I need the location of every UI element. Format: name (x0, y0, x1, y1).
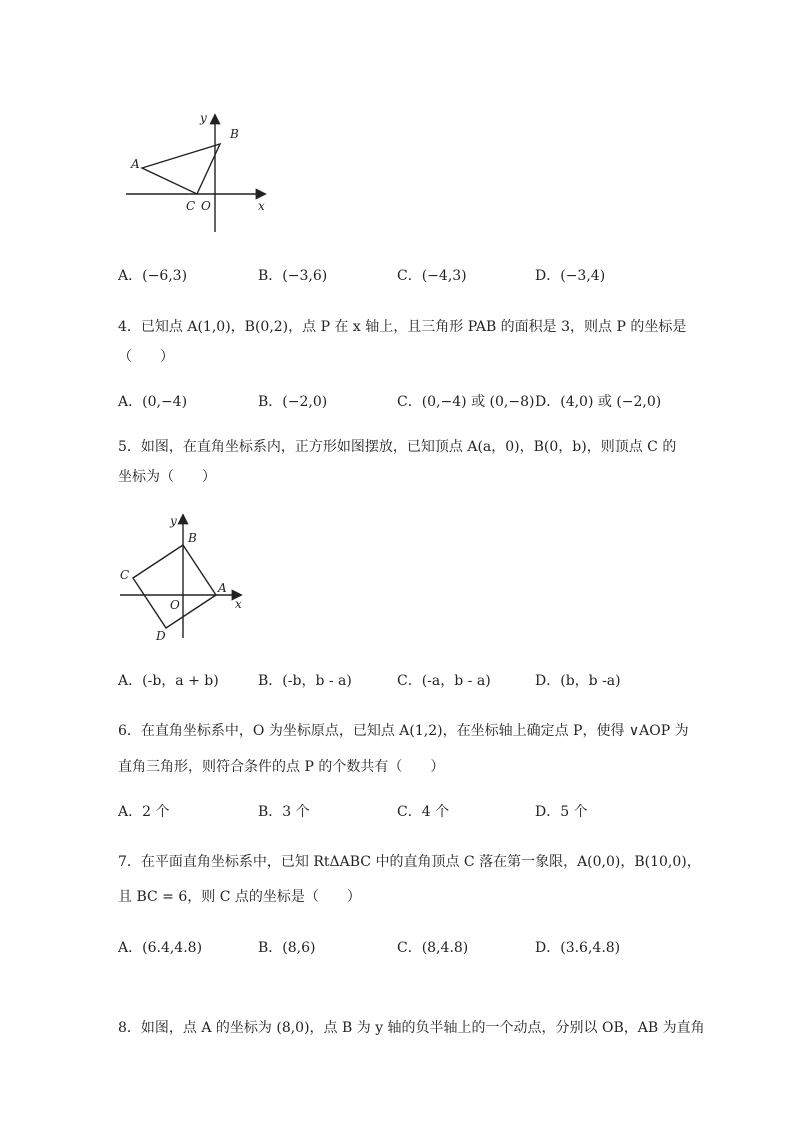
square-abcd (133, 545, 216, 628)
option-letter: A． (118, 940, 143, 956)
option-letter: C． (397, 673, 422, 689)
q3-option-c[interactable] (397, 266, 467, 286)
option-letter: C． (397, 268, 422, 284)
option-letter: A． (118, 268, 143, 284)
option-letter: D． (535, 394, 561, 410)
option-letter: A． (118, 804, 143, 820)
option-text: (-b，a + b) (142, 673, 219, 689)
option-letter: B． (258, 673, 283, 689)
q4-option-b[interactable] (258, 392, 327, 412)
label-a: A (131, 157, 140, 171)
option-letter: B． (258, 940, 283, 956)
label-d: D (156, 629, 166, 642)
q6-stem-line1: 6．在直角坐标系中，O 为坐标原点，已知点 A(1,2)，在坐标轴上确定点 P，使得 ∨AOP 为 (118, 723, 689, 739)
option-text: (-b，b - a) (282, 673, 352, 689)
q7-stem-line1: 7．在平面直角坐标系中，已知 RtΔABC 中的直角顶点 C 落在第一象限，A(0,0)，B(10,0)， (118, 854, 701, 870)
option-letter: D． (535, 268, 561, 284)
q6-stem-line2: 直角三角形，则符合条件的点 P 的个数共有（ ） (118, 759, 445, 775)
option-letter: B． (258, 804, 283, 820)
q6-option-d[interactable] (535, 802, 588, 822)
option-letter: C． (397, 940, 422, 956)
label-o: O (201, 199, 211, 213)
option-letter: A． (118, 394, 143, 410)
option-text: 5 个 (560, 804, 588, 820)
option-text: 2 个 (142, 804, 170, 820)
q3-option-b[interactable] (258, 266, 327, 286)
figure-triangle-axes (118, 108, 278, 238)
q7-option-d[interactable] (535, 938, 620, 958)
option-text: (0,−4) 或 (0,−8) (421, 394, 535, 410)
option-text: (4,0) 或 (−2,0) (560, 394, 662, 410)
option-text: (-a，b - a) (421, 673, 491, 689)
q5-option-c[interactable] (397, 671, 491, 691)
option-letter: D． (535, 940, 561, 956)
q5-stem-line2: 坐标为（ ） (118, 469, 216, 485)
option-text: (3.6,4.8) (560, 940, 621, 956)
triangle-abc (142, 144, 220, 194)
option-text: (−6,3) (142, 268, 188, 284)
option-letter: C． (397, 394, 422, 410)
label-b: B (188, 531, 197, 545)
option-text: (−3,6) (282, 268, 328, 284)
option-text: (0,−4) (142, 394, 188, 410)
q5-option-d[interactable] (535, 671, 621, 691)
q8-stem-line1: 8．如图，点 A 的坐标为 (8,0)，点 B 为 y 轴的负半轴上的一个动点，分别以 OB，AB 为直角 (118, 1020, 705, 1036)
q4-stem-line2: （ ） (118, 349, 174, 365)
q3-option-d[interactable] (535, 266, 605, 286)
option-text: (−2,0) (282, 394, 328, 410)
label-c: C (186, 199, 196, 213)
option-letter: D． (535, 804, 561, 820)
q5-option-a[interactable] (118, 671, 219, 691)
label-o: O (170, 598, 180, 612)
q6-option-c[interactable] (397, 802, 449, 822)
label-y: y (200, 111, 207, 125)
option-letter: B． (258, 268, 283, 284)
q5-stem-line1: 5．如图，在直角坐标系内，正方形如图摆放，已知顶点 A(a，0)，B(0，b)，则顶点 C 的 (118, 439, 677, 455)
option-text: 3 个 (282, 804, 310, 820)
label-c: C (120, 568, 130, 582)
option-text: (6.4,4.8) (142, 940, 203, 956)
label-x: x (258, 199, 265, 213)
label-x: x (235, 597, 242, 611)
option-text: (−3,4) (560, 268, 606, 284)
q5-option-b[interactable] (258, 671, 352, 691)
q4-option-a[interactable] (118, 392, 187, 412)
q7-option-a[interactable] (118, 938, 202, 958)
q7-stem-line2: 且 BC = 6，则 C 点的坐标是（ ） (118, 889, 361, 905)
q7-option-c[interactable] (397, 938, 468, 958)
option-letter: B． (258, 394, 283, 410)
option-letter: C． (397, 804, 422, 820)
q4-option-c[interactable] (397, 392, 534, 412)
label-b: B (230, 127, 239, 141)
q4-option-d[interactable] (535, 392, 661, 412)
q7-option-b[interactable] (258, 938, 316, 958)
label-a: A (218, 581, 227, 595)
q4-stem-line1: 4．已知点 A(1,0)，B(0,2)，点 P 在 x 轴上，且三角形 PAB 的面积是 3，则点 P 的坐标是 (118, 319, 687, 335)
option-text: (8,6) (282, 940, 316, 956)
q6-option-a[interactable] (118, 802, 169, 822)
label-y: y (170, 514, 177, 528)
option-text: (b，b -a) (560, 673, 621, 689)
q6-option-b[interactable] (258, 802, 310, 822)
option-text: (−4,3) (421, 268, 467, 284)
option-letter: D． (535, 673, 561, 689)
option-text: (8,4.8) (421, 940, 469, 956)
option-letter: A． (118, 673, 143, 689)
option-text: 4 个 (421, 804, 450, 820)
figure-square-axes (118, 512, 258, 642)
q3-option-a[interactable] (118, 266, 187, 286)
